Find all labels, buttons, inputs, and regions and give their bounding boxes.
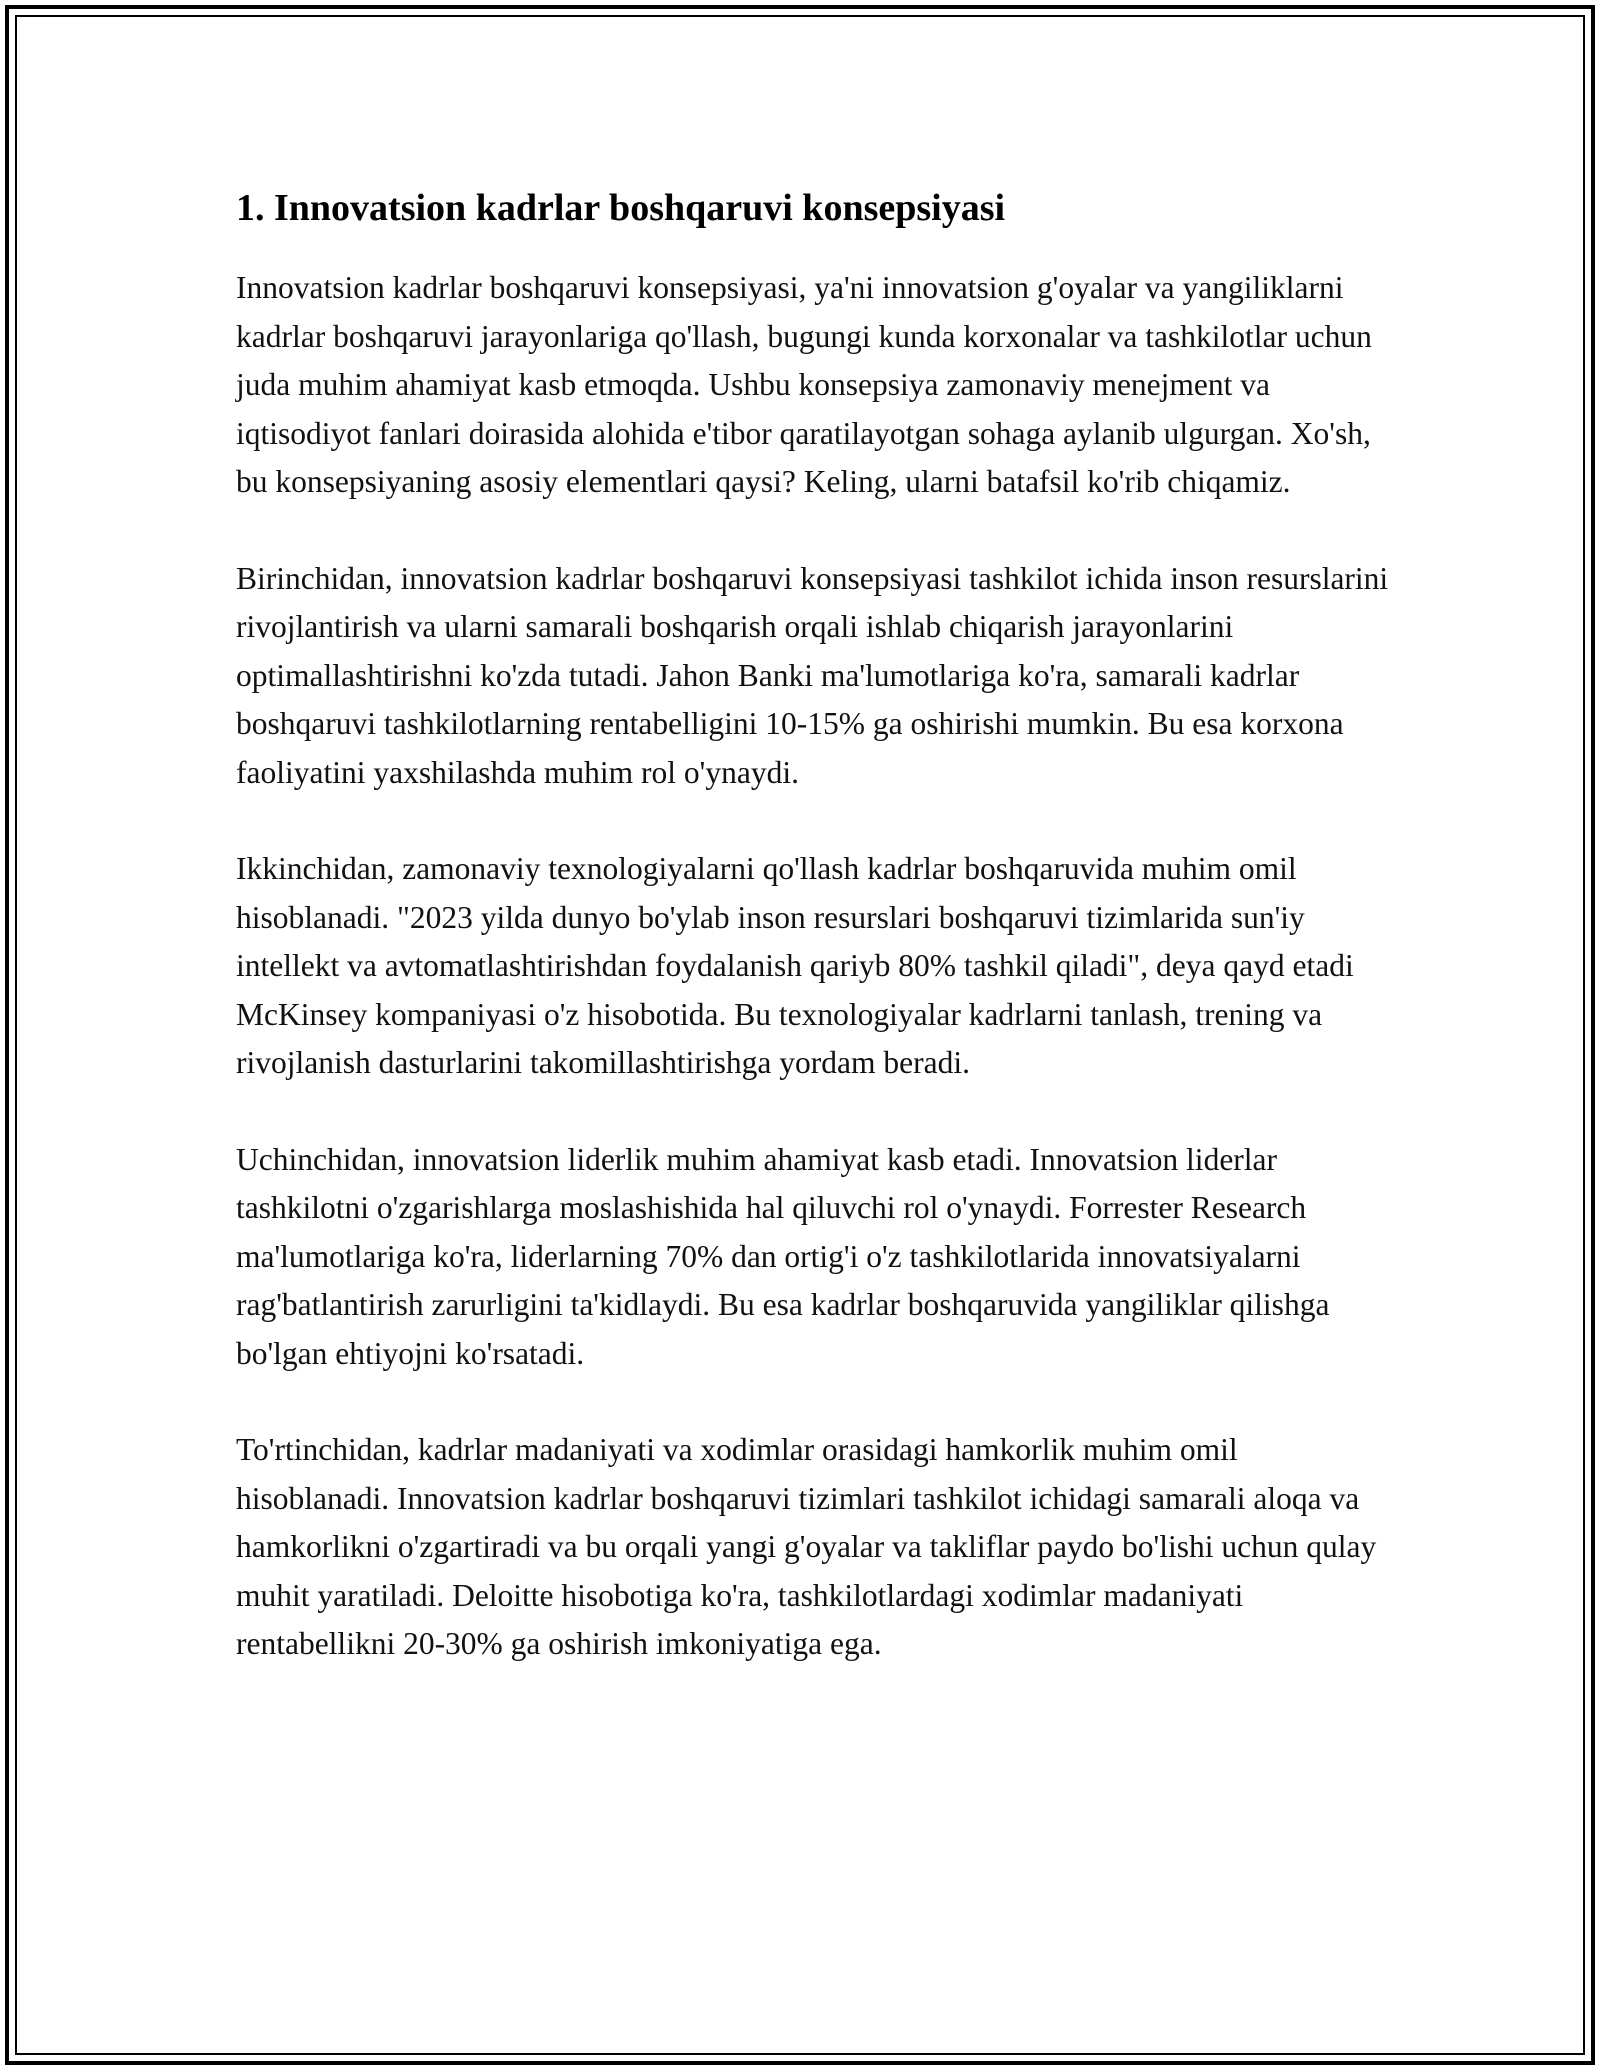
paragraph-fourth-point: To'rtinchidan, kadrlar madaniyati va xodimlar orasidagi hamkorlik muhim omil hisoblanadi. Innovatsion kadrlar boshqaruvi tizimlari tashkilot ichidagi samarali aloqa va hamkorlikni o'zgartiradi va bu orqali yangi g'oyalar va takliflar paydo bo'lishi uchun qulay muhit yaratiladi. Deloitte hisobotiga ko'ra, tashkilotlardagi xodimlar madaniyati rentabellikni 20-30% ga oshirish imkoniyatiga ega. — [236, 1432, 1377, 1661]
document-body — [236, 186, 1396, 1717]
paragraph-second-point: Ikkinchidan, zamonaviy texnologiyalarni qo'llash kadrlar boshqaruvida muhim omil hisoblanadi. "2023 yilda dunyo bo'ylab inson resurslari boshqaruvi tizimlarida sun'iy intellekt va avtomatlashtirishdan foydalanish qariyb 80% tashkil qiladi", deya qayd etadi McKinsey kompaniyasi o'z hisobotida. Bu texnologiyalar kadrlarni tanlash, trening va rivojlanish dasturlarini takomillashtirishga yordam beradi. — [236, 851, 1354, 1080]
paragraph-intro: Innovatsion kadrlar boshqaruvi konsepsiyasi, ya'ni innovatsion g'oyalar va yangiliklarni kadrlar boshqaruvi jarayonlariga qo'llash, bugungi kunda korxonalar va tashkilotlar uchun juda muhim ahamiyat kasb etmoqda. Ushbu konsepsiya zamonaviy menejment va iqtisodiyot fanlari doirasida alohida e'tibor qaratilayotgan sohaga aylanib ulgurgan. Xo'sh, bu konsepsiyaning asosiy elementlari qaysi? Keling, ularni batafsil ko'rib chiqamiz. — [236, 270, 1372, 499]
paragraph-third-point: Uchinchidan, innovatsion liderlik muhim ahamiyat kasb etadi. Innovatsion liderlar tashkilotni o'zgarishlarga moslashishida hal qiluvchi rol o'ynaydi. Forrester Research ma'lumotlariga ko'ra, liderlarning 70% dan ortig'i o'z tashkilotlarida innovatsiyalarni rag'batlantirish zarurligini ta'kidlaydi. Bu esa kadrlar boshqaruvida yangiliklar qilishga bo'lgan ehtiyojni ko'rsatadi. — [236, 1141, 1330, 1371]
paragraph-first-point: Birinchidan, innovatsion kadrlar boshqaruvi konsepsiyasi tashkilot ichida inson resurslarini rivojlantirish va ularni samarali boshqarish orqali ishlab chiqarish jarayonlarini optimallashtirishni ko'zda tutadi. Jahon Banki ma'lumotlariga ko'ra, samarali kadrlar boshqaruvi tashkilotlarning rentabelligini 10-15% ga oshirishi mumkin. Bu esa korxona faoliyatini yaxshilashda muhim rol o'ynaydi. — [236, 560, 1389, 790]
section-heading: 1. Innovatsion kadrlar boshqaruvi konsepsiyasi — [236, 187, 1006, 229]
